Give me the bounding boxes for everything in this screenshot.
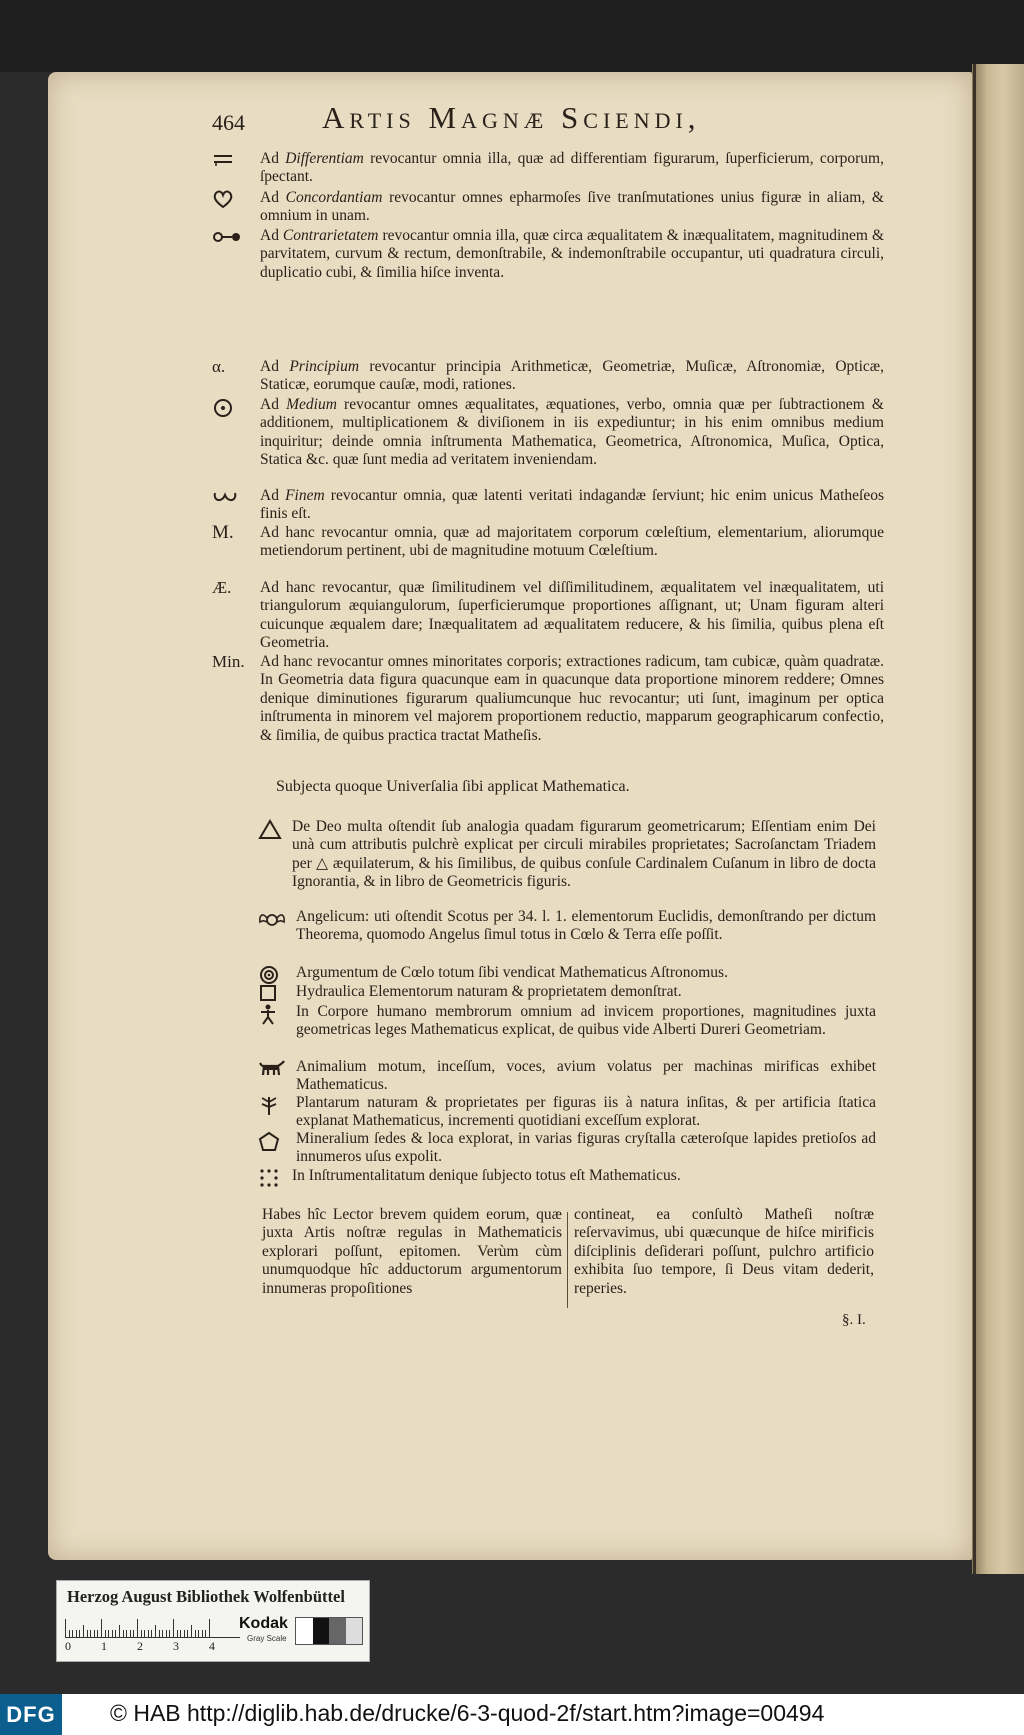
- ruler-number: 4: [209, 1639, 215, 1653]
- scale-ruler: [65, 1617, 240, 1638]
- ruler-tick: [115, 1630, 116, 1637]
- ruler-tick: [72, 1630, 73, 1637]
- ruler-tick: [130, 1630, 131, 1637]
- ruler-number: 2: [137, 1639, 143, 1653]
- gray-scale-patch: [295, 1617, 363, 1645]
- entry-key: Contrarietatem: [282, 227, 379, 244]
- ruler-tick: [137, 1619, 138, 1637]
- entry-animalium: [258, 1058, 876, 1095]
- ruler-tick: [184, 1630, 185, 1637]
- ruler-tick: [94, 1630, 95, 1637]
- dotted-circle-icon: [212, 396, 252, 418]
- entry-aequalitas: [212, 579, 884, 653]
- ruler-tick: [101, 1619, 102, 1637]
- ruler-tick: [105, 1630, 106, 1637]
- animal-icon: [258, 1058, 298, 1078]
- running-header: [212, 100, 912, 142]
- plant-icon: [258, 1094, 298, 1116]
- human-figure-icon: [258, 1003, 298, 1025]
- ruler-tick: [108, 1630, 109, 1637]
- entry-key: Medium: [286, 396, 337, 413]
- entry-finem: [212, 487, 884, 524]
- entry-lead: Ad: [260, 227, 283, 244]
- entry-differentiam: [212, 150, 884, 187]
- entry-elementorum: [258, 983, 876, 1001]
- ruler-tick: [159, 1630, 160, 1637]
- entry-instrumentalitatum: [258, 1167, 876, 1185]
- ruler-tick: [69, 1630, 70, 1637]
- ruler-tick: [198, 1630, 199, 1637]
- angel-icon: [258, 908, 298, 930]
- entry-rest: revocantur omnes epharmoſes ſive tranſmutationes unius figuræ in aliam, & omnium in unam.: [260, 189, 884, 225]
- catchword: §. I.: [842, 1312, 866, 1328]
- M-icon: M.: [212, 522, 234, 543]
- ruler-tick: [97, 1630, 98, 1637]
- ruler-tick: [155, 1625, 156, 1637]
- entry-deo: [258, 818, 876, 892]
- entry-principium: [212, 358, 884, 395]
- ruler-tick: [162, 1630, 163, 1637]
- library-name: Herzog August Bibliothek Wolfenbüttel: [67, 1587, 345, 1606]
- ruler-tick: [123, 1630, 124, 1637]
- ruler-tick: [202, 1630, 203, 1637]
- ruler-tick: [148, 1630, 149, 1637]
- AE-icon: Æ.: [212, 578, 232, 597]
- entry-text: Animalium motum, inceſſum, voces, avium volatus per machinas mirificas exhibet Mathematicus.: [296, 1058, 876, 1094]
- entry-concordantiam: [212, 189, 884, 226]
- entry-text: Ad hanc revocantur, quæ ſimilitudinem vel diſſimilitudinem, æqualitatem vel inæqualitatem, uti triangulorum æquiangulorum, ſuperficierumque proportiones aſſignant, ut; Unam figuram alteri cuicunque æqualem dare; Inæqualitatem ad æqualitatem reducere, & his ſimilia, quibus plena eſt Geometria.: [260, 579, 884, 652]
- ruler-tick: [169, 1630, 170, 1637]
- scanner-background: [0, 0, 1024, 72]
- entry-lead: Ad: [260, 358, 290, 375]
- ruler-tick: [90, 1630, 91, 1637]
- entry-text: Plantarum naturam & proprietates per figuras iis à natura inſitas, & per artificia ſtatica explanat Mathematicus, incrementi quotidiani exceſſum explorat.: [296, 1094, 876, 1130]
- copyright-link[interactable]: © HAB http://diglib.hab.de/drucke/6-3-quod-2f/start.htm?image=00494: [110, 1700, 825, 1726]
- ruler-tick: [83, 1625, 84, 1637]
- omega-icon: [212, 487, 252, 505]
- entry-lead: Ad: [260, 396, 287, 413]
- entry-key: Finem: [285, 487, 325, 504]
- ruler-tick: [112, 1630, 113, 1637]
- square-icon: [258, 983, 298, 1003]
- book-page: [48, 72, 972, 1560]
- entry-lead: Ad: [260, 150, 286, 167]
- ruler-tick: [187, 1630, 188, 1637]
- page-number: 464: [212, 110, 245, 135]
- ruler-tick: [76, 1630, 77, 1637]
- ruler-tick: [177, 1630, 178, 1637]
- entry-rest: revocantur omnes æqualitates, æquationes, verbo, omnia quæ per ſubtractionem & additionem, multiplicationem & diviſionem in iis expediuntur; in his enim omnibus medium inquiritur; deinde omnia inſtrumenta Mathematica, Geometrica, Aſtronomica, Muſica, Optica, Statica &c. quæ ſunt media ad veritatem inveniendam.: [260, 396, 884, 469]
- ruler-tick: [209, 1619, 210, 1637]
- entry-text: Mineralium ſedes & loca explorat, in varias figuras cryſtalla cæteroſque lapides pretioſos ad innumeros uſus expolit.: [296, 1130, 876, 1166]
- ruler-tick: [173, 1619, 174, 1637]
- entry-key: Differentiam: [285, 150, 364, 167]
- entry-text: De Deo multa oſtendit ſub analogia quadam figurarum geometricarum; Eſſentiam enim Dei unà cum attributis pulchrè explicat per circuli mirabiles proprietates; Sacroſanctam Triadem per △ æquilaterum, & his ſimilibus, de quibus conſule Cardinalem Cuſanum in libro de docta Ignorantia, & in libro de Geometricis figuris.: [292, 818, 876, 891]
- ruler-numbers: [65, 1639, 245, 1655]
- entry-rest: revocantur omnia illa, quæ ad differentiam figurarum, ſuperficierum, corporum, ſpectant.: [260, 150, 884, 186]
- entry-corpore-humano: [258, 1003, 876, 1040]
- alpha-icon: α.: [212, 357, 226, 376]
- heart-icon: [212, 189, 252, 209]
- page-fore-edge: [972, 64, 1024, 1574]
- ruler-tick: [166, 1630, 167, 1637]
- entry-plantarum: [258, 1094, 876, 1131]
- entry-text: Angelicum: uti oſtendit Scotus per 34. l. 1. elementorum Euclidis, demonſtrando per dictum Theorema, quomodo Angelus ſimul totus in Cœlo & Terra eſſe poſſit.: [296, 908, 876, 944]
- ruler-tick: [87, 1630, 88, 1637]
- ruler-tick: [141, 1630, 142, 1637]
- ruler-tick: [119, 1625, 120, 1637]
- entry-lead: Ad: [260, 189, 286, 206]
- dot-grid-icon: [258, 1167, 298, 1189]
- triangle-icon: [258, 818, 298, 840]
- ruler-tick: [126, 1630, 127, 1637]
- entry-mineralium: [258, 1130, 876, 1167]
- ruler-tick: [191, 1625, 192, 1637]
- entry-text: Ad hanc revocantur omnes minoritates corporis; extractiones radicum, tam cubicæ, quàm quadratæ. In Geometria data figura quacunque eam in quacunque data proportione minorem reddere; Omnes denique diminutiones figurarum qualiumcunque huc revocantur; uti ſunt, imaginum per optica inſtrumenta in minorem vel majorem proportionem reductio, mapparum geographicarum confectio, & ſimilia, de quibus practica tractat Matheſis.: [260, 653, 884, 744]
- ruler-tick: [180, 1630, 181, 1637]
- gutter-shadow: [973, 64, 976, 1574]
- ruler-tick: [144, 1630, 145, 1637]
- ruler-tick: [205, 1630, 206, 1637]
- entry-contrarietatem: [212, 227, 884, 282]
- entry-text: In Corpore humano membrorum omnium ad invicem proportiones, magnitudines juxta geometricas leges Mathematicus explicat, de quibus vide Alberti Dureri Geometriam.: [296, 1003, 876, 1039]
- min-icon: Min.: [212, 652, 245, 671]
- entry-rest: revocantur omnia, quæ latenti veritati indagandæ ſerviunt; hic enim unicus Matheſeos finis eſt.: [260, 487, 884, 523]
- entry-angelicum: [258, 908, 876, 945]
- entry-caelo: [258, 964, 876, 982]
- column-rule: [567, 1212, 568, 1308]
- kodak-subtitle: Gray Scale: [247, 1634, 287, 1643]
- entry-text: In Inſtrumentalitatum denique ſubjecto totus eſt Mathematicus.: [292, 1167, 681, 1184]
- dfg-logo: DFG: [0, 1694, 62, 1735]
- entry-lead: Ad: [260, 487, 286, 504]
- entry-text: Argumentum de Cœlo totum ſibi vendicat Mathematicus Aſtronomus.: [296, 964, 728, 981]
- subjecta-line: Subjecta quoque Univerſalia ſibi applicat Mathematica.: [276, 778, 630, 795]
- entry-rest: revocantur omnia illa, quæ circa æqualitatem & inæqualitatem, magnitudinem & parvitatem, curvum & rectum, demonſtrabile, & indemonſtrabile occupantur, uti quadratura circuli, duplicatio cubi, & ſimilia hiſce inventa.: [260, 227, 884, 281]
- entry-key: Concordantiam: [285, 189, 383, 206]
- pentagon-icon: [258, 1130, 298, 1152]
- ruler-tick: [151, 1630, 152, 1637]
- linked-circles-icon: [212, 227, 252, 245]
- entry-text: Hydraulica Elementorum naturam & proprietatem demonſtrat.: [296, 983, 682, 1000]
- entry-majoritas: [212, 524, 884, 561]
- entry-rest: revocantur principia Arithmeticæ, Geometriæ, Muſicæ, Aſtronomiæ, Opticæ, Staticæ, eorumque cauſæ, modi, rationes.: [260, 358, 885, 394]
- kodak-logo: Kodak: [239, 1615, 288, 1632]
- ruler-number: 3: [173, 1639, 179, 1653]
- double-bar-icon: [212, 150, 252, 168]
- ruler-tick: [195, 1630, 196, 1637]
- ruler-tick: [65, 1619, 66, 1637]
- entry-key: Principium: [289, 358, 360, 375]
- closing-left: Habes hîc Lector brevem quidem eorum, quæ juxta Artis noſtræ regulas in Mathematicis explorari poſſunt, epitomen. Verùm cùm unumquodque hîc adductorum argumentorum innumeras propoſitiones: [262, 1206, 562, 1297]
- footer-bar: [0, 1694, 1024, 1735]
- entry-text: Ad hanc revocantur omnia, quæ ad majoritatem corporum cœleſtium, elementarium, aliorumque metiendorum pertinent, ubi de magnitudine motuum Cœleſtium.: [260, 524, 884, 560]
- library-card: [56, 1580, 370, 1662]
- running-title: Artis Magnæ Sciendi,: [322, 100, 701, 135]
- ruler-tick: [79, 1630, 80, 1637]
- ruler-number: 1: [101, 1639, 107, 1653]
- entry-minoritas: [212, 653, 884, 745]
- ruler-number: 0: [65, 1639, 71, 1653]
- entry-medium: [212, 396, 884, 470]
- ruler-tick: [133, 1630, 134, 1637]
- closing-right: contineat, ea conſultò Matheſi noſtræ reſervavimus, ubi quæcunque de hiſce mirificis diſciplinis deſiderari poſſunt, pulchro artificio exhibita ſuo tempore, ſi Deus vitam dederit, reperies.: [574, 1206, 874, 1297]
- closing-columns: [262, 1206, 884, 1306]
